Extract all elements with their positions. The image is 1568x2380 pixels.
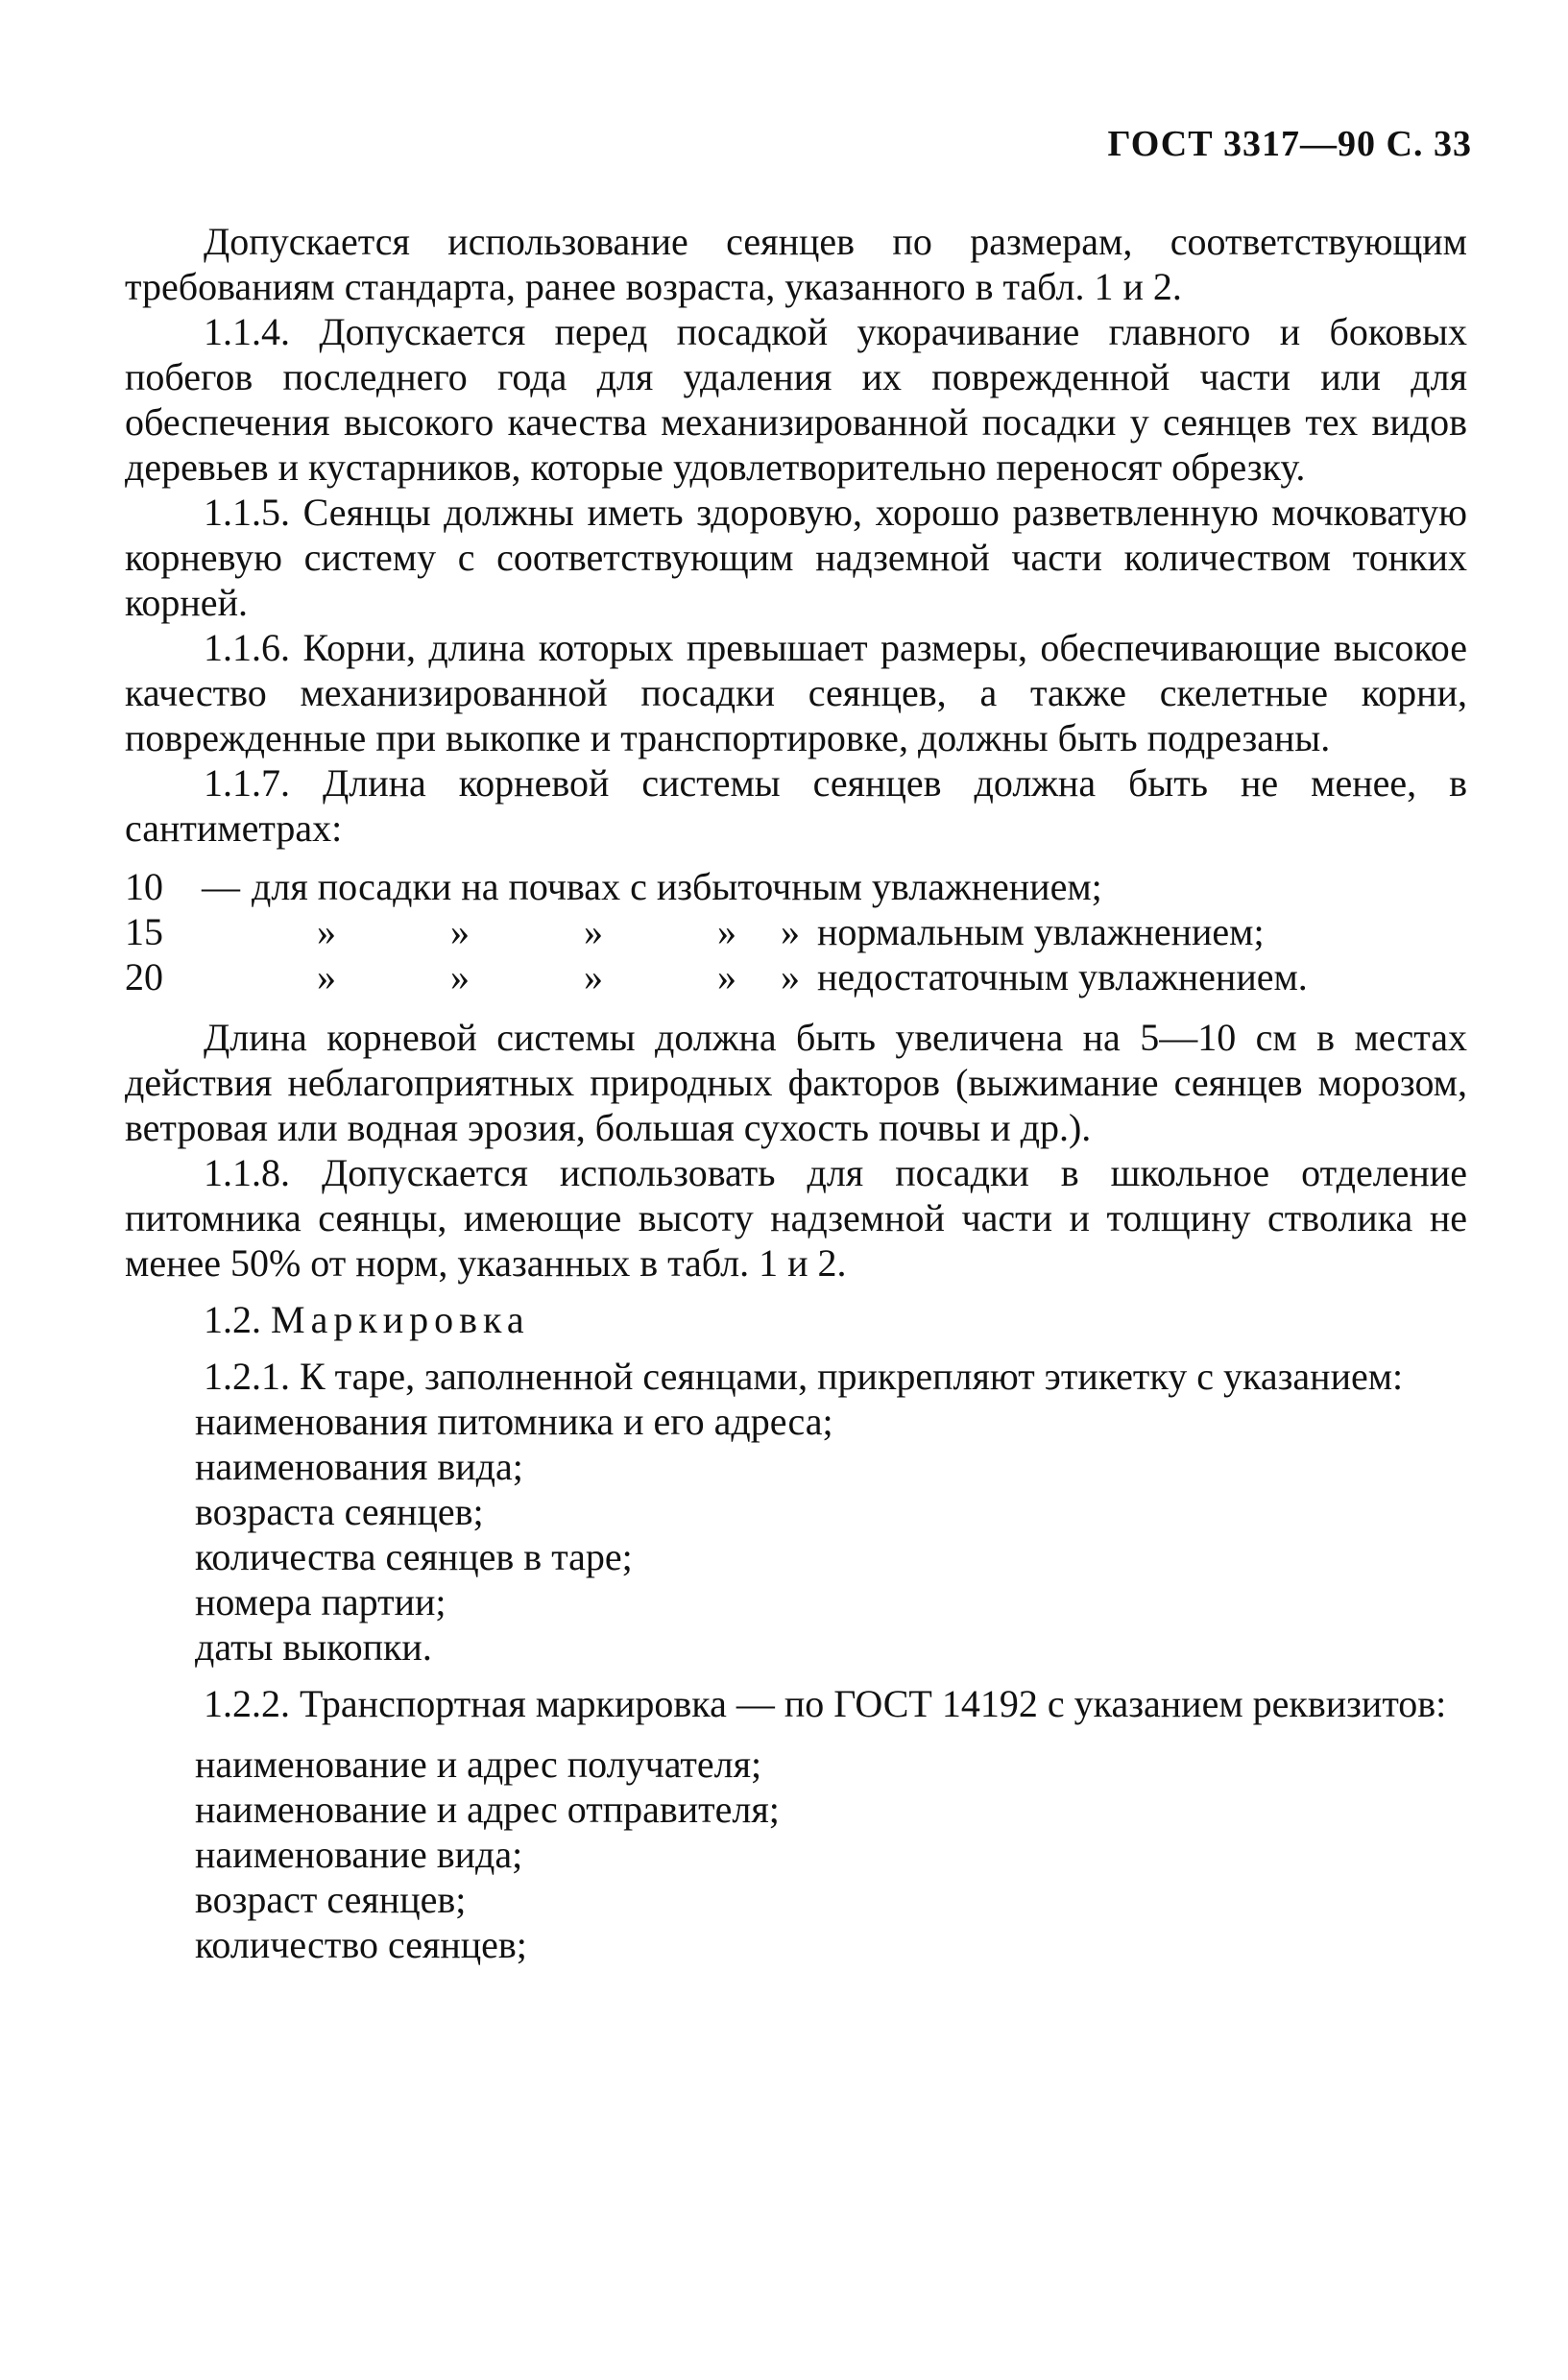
table-row <box>125 954 1467 999</box>
paragraph-1-2-2: 1.2.2. Транспортная маркировка — по ГОСТ 14192 с указанием реквизитов: <box>204 1682 1447 1725</box>
paragraph-root-length: Длина корневой системы должна быть увеличена на 5—10 см в местах действия неблагоприятных природных факторов (выжимание сеянцев морозом, ветровая или водная эрозия, большая сухость почвы и др.). <box>125 1016 1467 1149</box>
ditto-mark: » <box>450 955 470 998</box>
row-text: для посадки на почвах с избыточным увлажнением; <box>252 865 1102 908</box>
list-item: наименование и адрес отправителя; <box>195 1788 780 1831</box>
row-value: 15 <box>125 910 163 953</box>
ditto-mark: » <box>717 955 736 998</box>
ditto-mark: » <box>450 910 470 953</box>
list-item: наименование вида; <box>195 1833 523 1876</box>
list-item: наименования питомника и его адреса; <box>195 1400 833 1443</box>
ditto-mark: » <box>584 910 603 953</box>
ditto-mark: » <box>317 910 336 953</box>
paragraph-1-1-8: 1.1.8. Допускается использовать для посадки в школьное отделение питомника сеянцы, имеющие высоту надземной части и толщину стволика не менее 50% от норм, указанных в табл. 1 и 2. <box>125 1151 1467 1285</box>
ditto-mark: » <box>717 910 736 953</box>
root-length-table <box>125 864 1467 999</box>
label-items-list <box>125 1399 1467 1670</box>
ditto-mark: » <box>781 910 800 953</box>
paragraph-1-1-6: 1.1.6. Корни, длина которых превышает размеры, обеспечивающие высокое качество механизированной посадки сеянцев, а также скелетные корни, поврежденные при выкопке и транспортировке, должны быть подрезаны. <box>125 626 1467 759</box>
paragraph-1-1-4: 1.1.4. Допускается перед посадкой укорачивание главного и боковых побегов последнего года для удаления их поврежденной части или для обеспечения высокого качества механизированной посадки у сеянцев тех видов деревьев и кустарников, которые удовлетворительно переносят обрезку. <box>125 310 1467 489</box>
section-heading <box>125 1297 1467 1342</box>
row-text: нормальным увлажнением; <box>817 910 1265 953</box>
list-item: возраст сеянцев; <box>195 1878 467 1921</box>
section-number: 1.2. <box>204 1298 261 1341</box>
list-item: количество сеянцев; <box>195 1923 527 1966</box>
transport-items-list <box>125 1742 1467 1967</box>
body-text <box>125 219 1467 1967</box>
table-row <box>125 909 1467 954</box>
ditto-mark: » <box>317 955 336 998</box>
section-title: Маркировка <box>271 1298 530 1341</box>
ditto-mark: » <box>781 955 800 998</box>
paragraph-1-1-7: 1.1.7. Длина корневой системы сеянцев должна быть не менее, в сантиметрах: <box>125 761 1467 850</box>
row-value: 20 <box>125 955 163 998</box>
page-header: ГОСТ 3317—90 С. 33 <box>1107 124 1472 164</box>
row-value: 10 <box>125 865 163 908</box>
list-item: наименования вида; <box>195 1445 523 1488</box>
list-item: номера партии; <box>195 1580 446 1623</box>
row-text: недостаточным увлажнением. <box>817 955 1308 998</box>
paragraph-intro: Допускается использование сеянцев по размерам, соответствующим требованиям стандарта, ранее возраста, указанного в табл. 1 и 2. <box>125 220 1467 308</box>
list-item: возраста сеянцев; <box>195 1490 484 1533</box>
paragraph-1-2-1: 1.2.1. К таре, заполненной сеянцами, прикрепляют этикетку с указанием: <box>204 1355 1404 1398</box>
row-dash: — <box>202 865 240 908</box>
list-item: количества сеянцев в таре; <box>195 1535 633 1578</box>
table-row <box>125 864 1467 909</box>
paragraph-1-1-5: 1.1.5. Сеянцы должны иметь здоровую, хорошо разветвленную мочковатую корневую систему с соответствующим надземной части количеством тонких корней. <box>125 491 1467 624</box>
list-item: даты выкопки. <box>195 1625 432 1669</box>
list-item: наименование и адрес получателя; <box>195 1743 762 1786</box>
ditto-mark: » <box>584 955 603 998</box>
